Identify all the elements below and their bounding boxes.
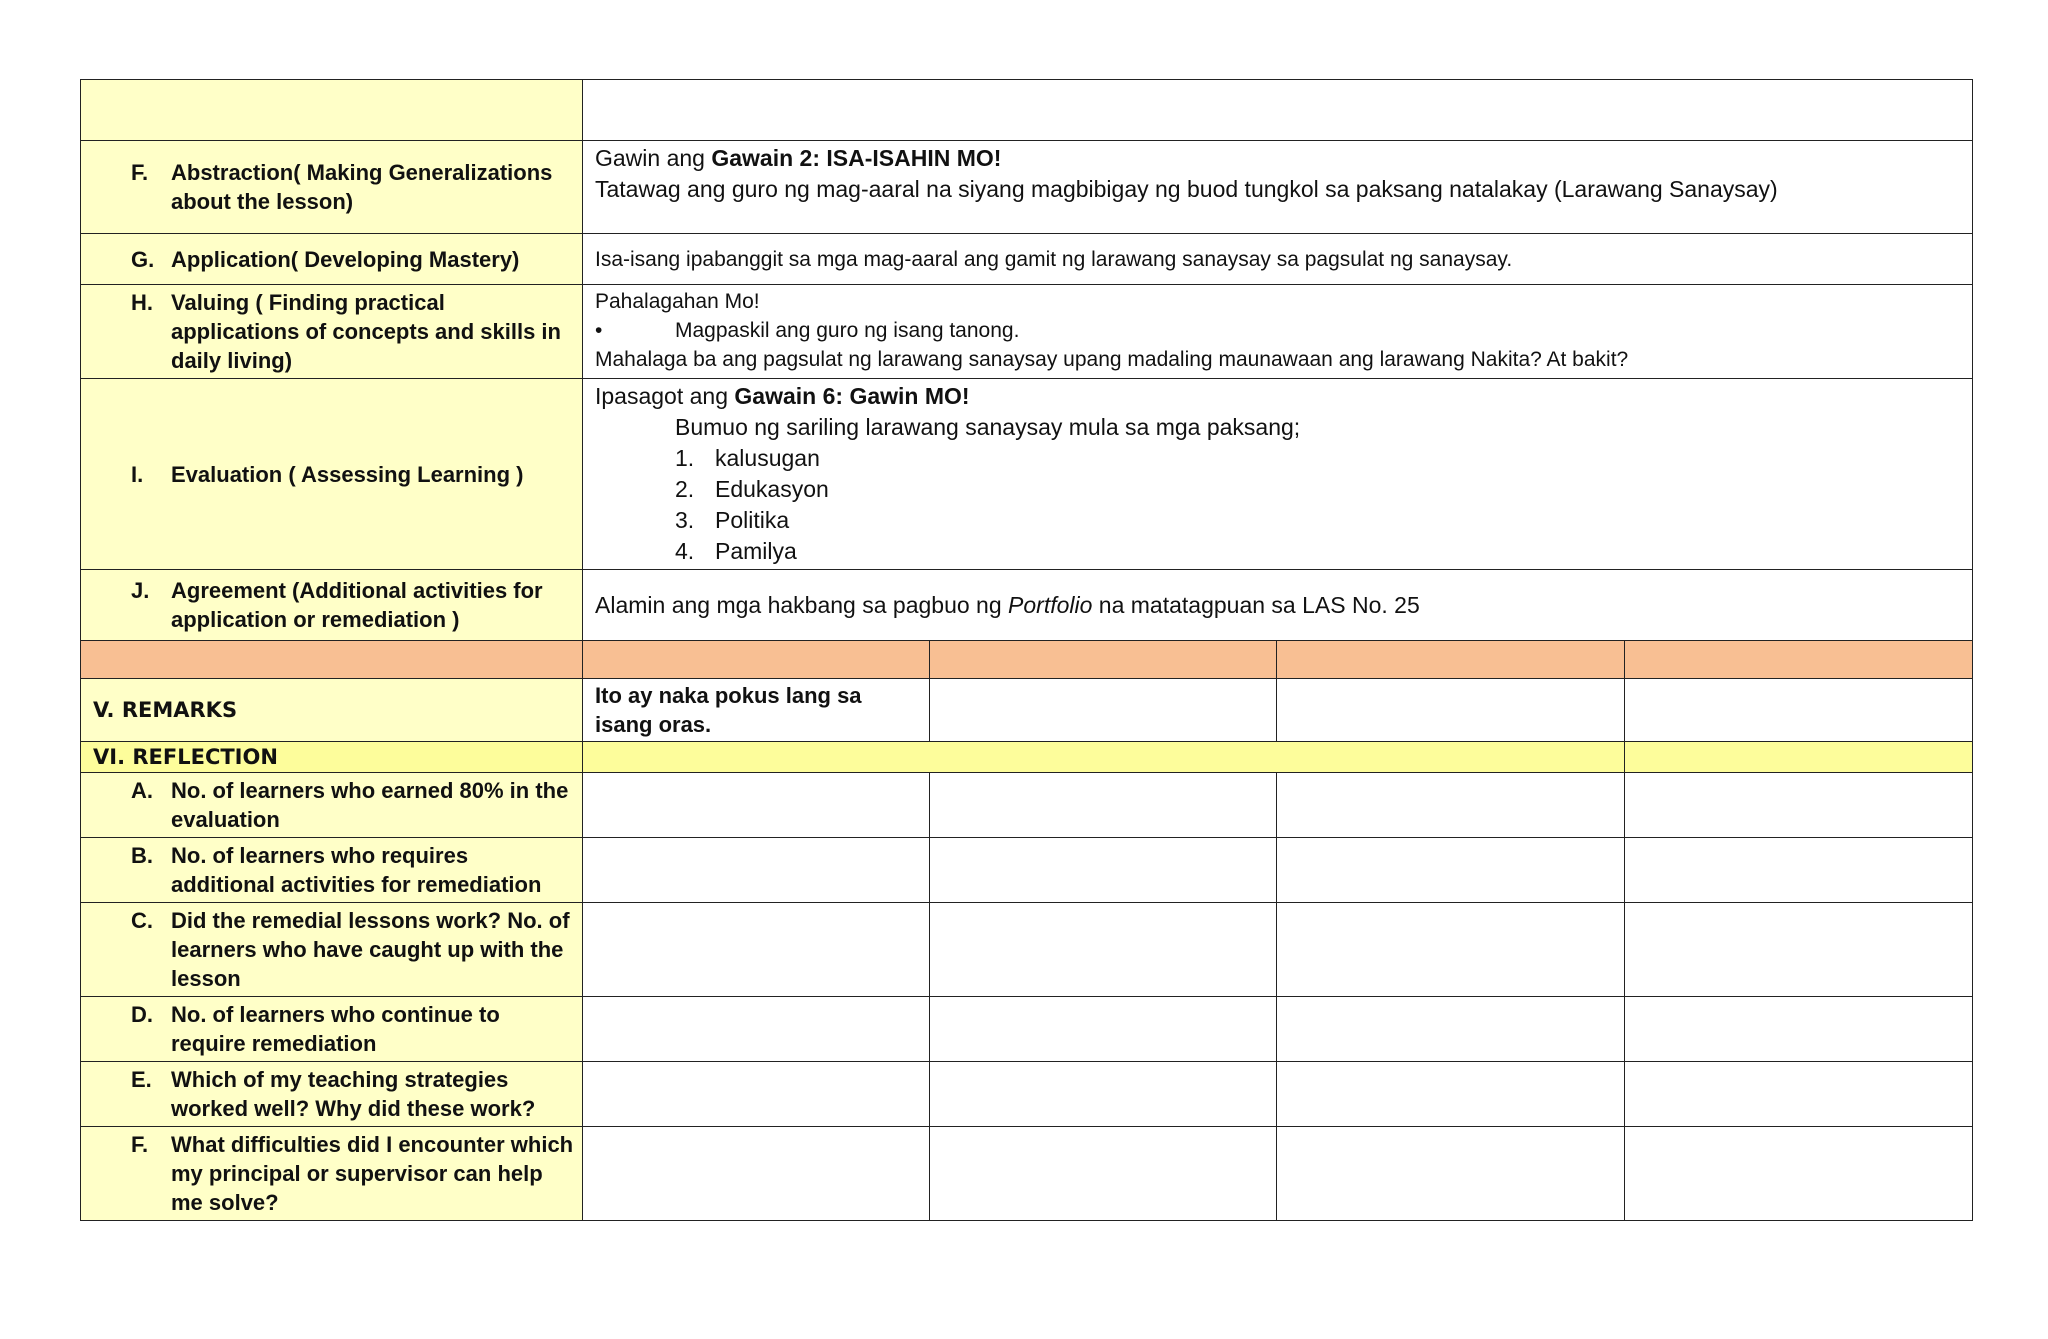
- entry-cell[interactable]: [583, 773, 930, 838]
- list-text: Pamilya: [715, 538, 797, 564]
- item-text: Did the remedial lessons work? No. of learners who have caught up with the lesson: [171, 908, 570, 991]
- reflection-heading-row: [81, 742, 1973, 773]
- entry-cell[interactable]: [1277, 773, 1625, 838]
- entry-cell[interactable]: [930, 838, 1277, 903]
- band-cell: [930, 641, 1277, 679]
- reflection-row: [81, 773, 1973, 838]
- remarks-row: [81, 679, 1973, 742]
- item-text: Agreement (Additional activities for application or remediation ): [171, 578, 543, 632]
- list-item: [595, 505, 1960, 536]
- bullet-icon: •: [595, 319, 603, 342]
- entry-cell[interactable]: [1625, 838, 1973, 903]
- remarks-cell: [930, 679, 1277, 742]
- label-cell: [81, 903, 583, 997]
- item-letter: F.: [131, 160, 149, 185]
- list-number: 3.: [675, 507, 695, 533]
- reflection-row: [81, 997, 1973, 1062]
- content-cell: [583, 141, 1973, 234]
- list-number: 4.: [675, 538, 695, 564]
- bullet-line: [595, 316, 1960, 345]
- text-run: Ipasagot ang: [595, 383, 735, 409]
- content-line: [595, 143, 1960, 174]
- entry-cell[interactable]: [930, 1127, 1277, 1221]
- bold-run: Gawain 2: ISA-ISAHIN MO!: [711, 145, 1002, 171]
- label-cell: [81, 997, 583, 1062]
- list-text: Politika: [715, 507, 790, 533]
- item-letter: H.: [131, 290, 153, 315]
- application-content: Isa-isang ipabanggit sa mga mag-aaral ang gamit ng larawang sanaysay sa pagsulat ng sanaysay.: [595, 247, 1513, 271]
- label-cell: [81, 838, 583, 903]
- lesson-plan-table: [80, 79, 1973, 1221]
- item-text: Application( Developing Mastery): [171, 246, 520, 272]
- item-label: [81, 155, 582, 219]
- entry-cell[interactable]: [583, 1062, 930, 1127]
- content-line: Mahalaga ba ang pagsulat ng larawang sanaysay upang madaling maunawaan ang larawang Nakita? At bakit?: [595, 348, 1629, 371]
- content-line: [595, 381, 1960, 412]
- content-cell: [583, 234, 1973, 285]
- agreement-content: [583, 588, 1972, 623]
- item-letter: D.: [131, 1002, 153, 1027]
- entry-cell[interactable]: [1277, 1062, 1625, 1127]
- item-label: [81, 1127, 582, 1220]
- entry-cell[interactable]: [1625, 997, 1973, 1062]
- label-cell: [81, 285, 583, 379]
- text-run: Gawin ang: [595, 145, 712, 171]
- continuation-row: [81, 80, 1973, 141]
- item-label: [81, 838, 582, 902]
- label-cell: [81, 141, 583, 234]
- abstraction-content: [583, 141, 1972, 207]
- content-line: Tatawag ang guro ng mag-aaral na siyang magbibigay ng buod tungkol sa paksang natalakay (Larawang Sanaysay): [595, 176, 1778, 202]
- remarks-note: Ito ay naka pokus lang sa isang oras.: [595, 683, 862, 737]
- entry-cell[interactable]: [583, 838, 930, 903]
- entry-cell[interactable]: [1277, 1127, 1625, 1221]
- item-label: [81, 457, 582, 492]
- item-letter: C.: [131, 908, 153, 933]
- item-letter: A.: [131, 778, 153, 803]
- list-item: [595, 536, 1960, 567]
- item-letter: G.: [131, 246, 155, 272]
- item-label: [81, 242, 582, 277]
- item-label: [81, 285, 582, 378]
- row-abstraction: [81, 141, 1973, 234]
- row-valuing: [81, 285, 1973, 379]
- row-application: [81, 234, 1973, 285]
- list-text: kalusugan: [715, 445, 820, 471]
- row-agreement: [81, 570, 1973, 641]
- label-cell: [81, 570, 583, 641]
- italic-run: Portfolio: [1008, 591, 1093, 618]
- content-line: Bumuo ng sariling larawang sanaysay mula sa mga paksang;: [675, 414, 1301, 440]
- label-cell: [81, 1127, 583, 1221]
- section-heading: V. REMARKS: [93, 698, 238, 722]
- entry-cell[interactable]: [930, 1062, 1277, 1127]
- content-cell-empty: [583, 80, 1973, 141]
- item-letter: J.: [131, 578, 150, 603]
- list-item: [595, 443, 1960, 474]
- band-cell: [1625, 641, 1973, 679]
- reflection-heading-cell: [81, 742, 583, 773]
- entry-cell[interactable]: [1625, 773, 1973, 838]
- text-run: Alamin ang mga hakbang sa pagbuo ng: [595, 591, 1009, 618]
- text-run: na matatagpuan sa LAS No. 25: [1092, 591, 1420, 618]
- label-cell: [81, 234, 583, 285]
- valuing-content: [583, 285, 1972, 376]
- item-text: Abstraction( Making Generalizations about the lesson): [171, 160, 553, 214]
- item-text: Valuing ( Finding practical applications of concepts and skills in daily living): [171, 290, 561, 373]
- bold-run: Gawain 6: Gawin MO!: [734, 383, 970, 409]
- bullet-text: Magpaskil ang guro ng isang tanong.: [675, 319, 1020, 342]
- item-text: No. of learners who continue to require remediation: [171, 1002, 500, 1056]
- entry-cell[interactable]: [1625, 903, 1973, 997]
- band-cell: [583, 742, 1625, 773]
- remarks-cell: [1277, 679, 1625, 742]
- orange-band-row: [81, 641, 1973, 679]
- reflection-row: [81, 1062, 1973, 1127]
- content-line: Pahalagahan Mo!: [595, 290, 760, 313]
- content-cell: [583, 570, 1973, 641]
- item-letter: E.: [131, 1067, 152, 1092]
- entry-cell[interactable]: [1277, 838, 1625, 903]
- band-cell: [1277, 641, 1625, 679]
- item-text: Evaluation ( Assessing Learning ): [171, 461, 524, 487]
- entry-cell[interactable]: [1625, 1062, 1973, 1127]
- entry-cell[interactable]: [583, 997, 930, 1062]
- content-cell: [583, 379, 1973, 570]
- item-letter: F.: [131, 1132, 149, 1157]
- entry-cell[interactable]: [583, 903, 930, 997]
- item-letter: I.: [131, 461, 144, 487]
- remarks-cell: [583, 679, 930, 742]
- reflection-row: [81, 838, 1973, 903]
- remarks-cell: [1625, 679, 1973, 742]
- list-text: Edukasyon: [715, 476, 829, 502]
- label-cell: [81, 773, 583, 838]
- list-number: 2.: [675, 476, 695, 502]
- item-text: No. of learners who earned 80% in the evaluation: [171, 778, 569, 832]
- list-number: 1.: [675, 445, 695, 471]
- entry-cell[interactable]: [1277, 997, 1625, 1062]
- entry-cell[interactable]: [930, 903, 1277, 997]
- entry-cell[interactable]: [930, 773, 1277, 838]
- evaluation-content: [583, 379, 1972, 569]
- section-heading: VI. REFLECTION: [93, 745, 278, 769]
- item-label: [81, 903, 582, 996]
- reflection-row: [81, 1127, 1973, 1221]
- item-text: Which of my teaching strategies worked well? Why did these work?: [171, 1067, 536, 1121]
- item-label: [81, 773, 582, 837]
- content-cell: [583, 285, 1973, 379]
- item-label: [81, 1062, 582, 1126]
- label-cell: [81, 379, 583, 570]
- item-text: What difficulties did I encounter which my principal or supervisor can help me solve?: [171, 1132, 574, 1215]
- row-evaluation: [81, 379, 1973, 570]
- band-cell: [583, 641, 930, 679]
- label-cell-empty: [81, 80, 583, 141]
- band-cell: [1625, 742, 1973, 773]
- remarks-heading-cell: [81, 679, 583, 742]
- item-label: [81, 573, 582, 637]
- band-cell: [81, 641, 583, 679]
- reflection-row: [81, 903, 1973, 997]
- label-cell: [81, 1062, 583, 1127]
- item-text: No. of learners who requires additional activities for remediation: [171, 843, 542, 897]
- entry-cell[interactable]: [1625, 1127, 1973, 1221]
- entry-cell[interactable]: [1277, 903, 1625, 997]
- list-item: [595, 474, 1960, 505]
- item-letter: B.: [131, 843, 153, 868]
- item-label: [81, 997, 582, 1061]
- entry-cell[interactable]: [930, 997, 1277, 1062]
- entry-cell[interactable]: [583, 1127, 930, 1221]
